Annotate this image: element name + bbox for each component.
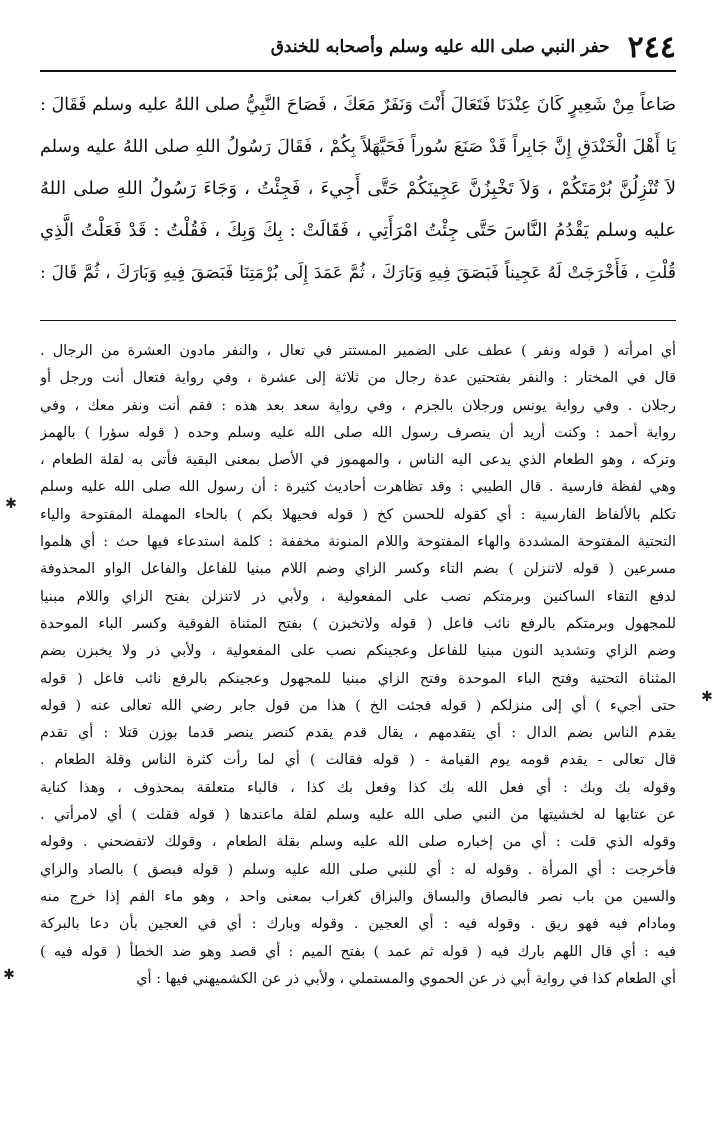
- matn-line: قُلْتِ ، فَأَخْرَجَتْ لَهُ عَجِيناً فَبَصَقَ فِيهِ وَبَارَكَ ، ثُمَّ عَمَدَ إِلَى بُرْمَتِنَا فَبَصَقَ فِيهِ وَبَارَكَ ، ثُمَّ قَالَ :: [40, 263, 676, 283]
- commentary-line: قال تعالى - يقدم قومه يوم القيامة - ( قوله فقالت ) أي لما رأت كثرة الناس وقلة الطعام .: [40, 752, 676, 769]
- commentary-line: يقدم الناس بضم الدال : أي يتقدمهم ، يقال قدم يقدم كنصر ينصر قدما بوزن قتلا : أي تقدم: [40, 725, 676, 742]
- margin-mark-icon: ✱: [701, 689, 713, 705]
- section-divider: [40, 320, 676, 321]
- commentary-line: مسرعين ( قوله لاتنزلن ) بضم التاء وكسر الزاي وضم اللام مبنيا للفاعل والفاعل الواو المحذوفة: [40, 561, 676, 578]
- commentary-line: فأخرجت : أي المرأة . وقوله له : أي للنبي صلى الله عليه وسلم ( قوله فبصق ) بالصاد والزاي: [40, 861, 676, 878]
- commentary-line: أي الطعام كذا في رواية أبي ذر عن الحموي والمستملي ، ولأبي ذر عن الكشميهني فيها : أي: [136, 970, 676, 987]
- commentary-line: لدفع التقاء الساكنين وبرمتكم نصب على المفعولية ، ولأبي ذر لاتنزلن بفتح الزاي واللام مبنيا: [40, 588, 676, 605]
- header-rule: [40, 70, 676, 72]
- commentary-line: رجلان . وفي رواية يونس ورجلان بالجزم ، وفي رواية سعد بعد هذه : فقم أنت ونفر معك ، وفي: [40, 397, 676, 414]
- commentary-line: فيه : أي قال اللهم بارك فيه ( قوله ثم عمد ) بفتح الميم : أي قصد وهو ضد الخطأ ( قوله فيه ): [40, 943, 676, 960]
- commentary-line: وقوله بك وبك : أي فعل الله بك كذا وفعل بك كذا ، فالباء متعلقة بمحذوف ، وهذا كناية: [40, 779, 676, 796]
- commentary-line: التحتية المفتوحة المشددة والهاء المفتوحة واللام المنونة مخففة : كلمة استدعاء فيها حث : أي هلموا: [40, 534, 676, 551]
- margin-mark-icon: ✱: [3, 967, 15, 983]
- page-number: ٢٤٤: [627, 29, 676, 65]
- commentary-line: أي امرأته ( قوله ونفر ) عطف على الضمير المستتر في تعال ، والنفر مادون العشرة من الرجال .: [40, 343, 676, 359]
- commentary-line: وقوله الذي قلت : أي من إخباره صلى الله عليه وسلم بقلة الطعام ، وقولك لاتفضحني . وقوله: [40, 834, 676, 851]
- matn-line: عليه وسلم يَقْدُمُ النَّاسَ حَتَّى جِئْتُ امْرَأَتِي ، فَقَالَتْ : بِكَ وَبِكَ ، فَقُلْتُ : قَدْ فَعَلْتُ الَّذِي: [40, 220, 676, 241]
- commentary-line: ومادام فيه فهو ريق . وقوله فيه : أي العجين . وقوله وبارك : أي في العجين بأن دعا بالبركة: [40, 916, 676, 933]
- matn-text: [40, 84, 676, 294]
- margin-mark-icon: ✱: [5, 496, 17, 512]
- commentary-line: وهي لفظة فارسية . قال الطيبي : وقد تظاهرت أحاديث كثيرة : أن رسول الله صلى الله عليه وسلم: [40, 479, 676, 496]
- commentary-line: والسين من باب نصر فالبصاق والبساق والبزاق كغراب بمعنى واحد ، وهو ماء الفم إذا خرج منه: [40, 888, 676, 905]
- commentary-line: وضم الزاي وتشديد النون مبنيا للفاعل وعجينكم نصب على المفعولية ، ولأبي ذر ولا يخبزن بضم: [40, 643, 676, 660]
- commentary-line: عن عتابها له لخشيتها من النبي صلى الله عليه وسلم لقلة ماعندها ( قوله فقلت ) أي لامرأتي .: [40, 807, 676, 824]
- commentary-line: للمجهول وبرمتكم بالرفع نائب فاعل ( قوله ولاتخبزن ) بفتح المثناة الفوقية وكسر الباء الموحدة: [40, 615, 676, 632]
- commentary-text: [40, 338, 676, 993]
- matn-line: صَاعاً مِنْ شَعِيرٍ كَانَ عِنْدَنَا فَتَعَالَ أَنْتَ وَنَفَرٌ مَعَكَ ، فَصَاحَ النَّبِيُّ صلى اللهُ عليه وسلم فَقَالَ :: [40, 95, 676, 115]
- commentary-line: تكلم بالألفاظ الفارسية : أي كقوله للحسن كخ ( قوله فحيهلا بكم ) بالحاء المهملة المفتوحة والياء: [40, 506, 676, 523]
- running-title: حفر النبي صلى الله عليه وسلم وأصحابه للخندق: [270, 37, 610, 57]
- commentary-line: رواية أحمد : وكنت أريد أن ينصرف رسول الله صلى الله عليه وسلم وحده ( قوله سؤرا ) بالهمز: [40, 424, 676, 441]
- matn-line: لاَ تُنْزِلُنَّ بُرْمَتَكُمْ ، وَلاَ تَخْبِزُنَّ عَجِينَكُمْ حَتَّى أَجِيءَ ، فَجِئْتُ ، وَجَاءَ رَسُولُ اللهِ صلى اللهُ: [40, 178, 676, 199]
- commentary-line: قال في المختار : والنفر بفتحتين عدة رجال من ثلاثة إلى عشرة ، وفي رواية فتعال أنت ورجل أو: [40, 370, 676, 387]
- matn-line: يَا أَهْلَ الْخَنْدَقِ إِنَّ جَابِراً قَدْ صَنَعَ سُوراً فَحَيَّهَلاً بِكُمْ ، فَقَالَ رَسُولُ اللهِ صلى اللهُ عليه وسلم: [40, 137, 676, 157]
- commentary-line: حتى أجيء ) أي إلى منزلكم ( قوله فجئت الخ ) هذا من قول جابر رضي الله تعالى عنه ( قوله: [40, 697, 676, 714]
- commentary-line: المثناة التحتية وفتح الباء الموحدة وفتح الزاي مبنيا للمجهول وعجينكم بالرفع نائب فاعل ( قوله: [40, 670, 676, 687]
- page-header: [40, 30, 676, 64]
- commentary-line: وتركه ، وهو الطعام الذي يدعى اليه الناس ، والمهموز في الأصل بمعنى البقية فأتى به لقلة الطعام ،: [40, 452, 676, 469]
